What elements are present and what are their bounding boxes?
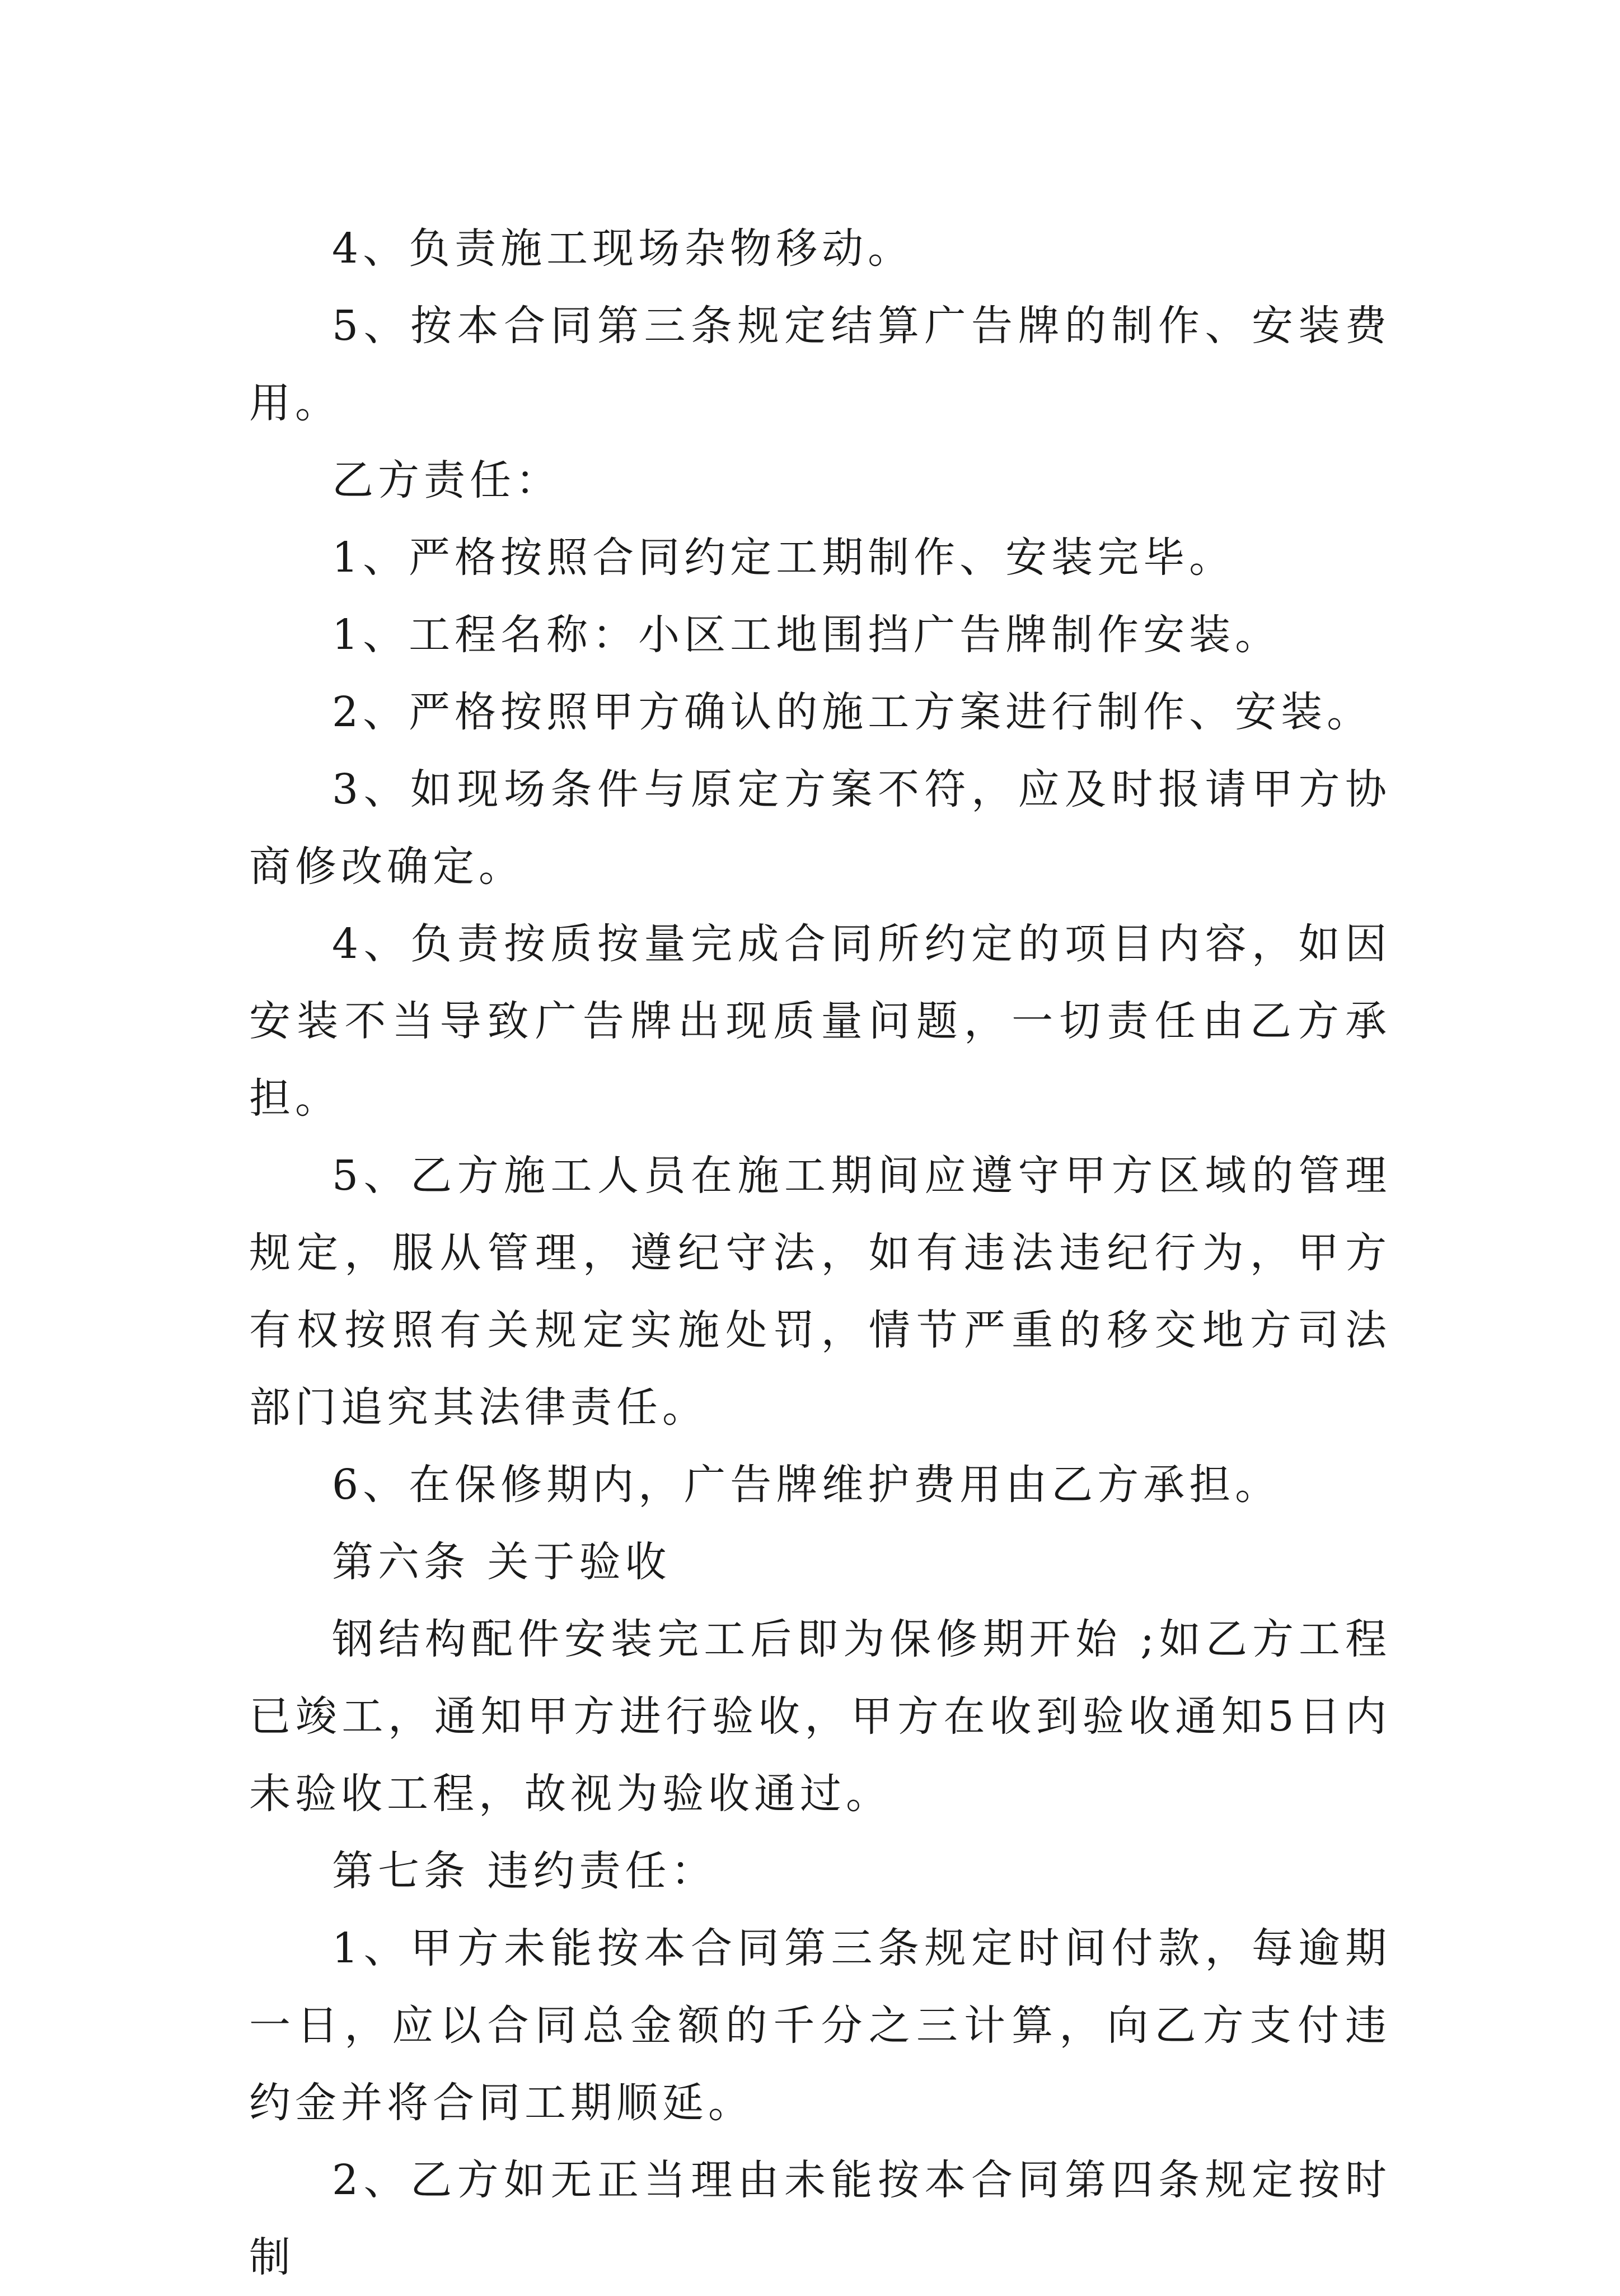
paragraph-party-b-item-3: 3、如现场条件与原定方案不符，应及时报请甲方协商修改确定。 (249, 765, 1391, 891)
paragraph-breach-item-1: 1、甲方未能按本合同第三条规定时间付款，每逾期一日，应以合同总金额的千分之三计算，向乙方支付违约金并将合同工期顺延。 (249, 1924, 1391, 2127)
document-body (249, 210, 1391, 2296)
paragraph-breach-item-2: 2、乙方如无正当理由未能按本合同第四条规定按时制 (249, 2156, 1391, 2281)
paragraph-acceptance: 钢结构配件安装完工后即为保修期开始 ;如乙方工程已竣工，通知甲方进行验收，甲方在收到验收通知5日内未验收工程，故视为验收通过。 (249, 1615, 1391, 1818)
heading-article-6: 第六条 关于验收 (332, 1538, 671, 1586)
paragraph-party-b-item-5: 5、乙方施工人员在施工期间应遵守甲方区域的管理规定，服从管理，遵纪守法，如有违法违纪行为，甲方有权按照有关规定实施处罚，情节严重的移交地方司法部门追究其法律责任。 (249, 1152, 1391, 1432)
heading-article-7: 第七条 违约责任： (332, 1847, 717, 1895)
paragraph-party-b-item-6: 6、在保修期内，广告牌维护费用由乙方承担。 (332, 1461, 1281, 1509)
paragraph-party-b-item-4: 4、负责按质按量完成合同所约定的项目内容，如因安装不当导致广告牌出现质量问题，一切责任由乙方承担。 (249, 920, 1391, 1123)
paragraph-party-a-item-5: 5、按本合同第三条规定结算广告牌的制作、安装费用。 (249, 302, 1391, 427)
paragraph-party-b-item-1: 1、严格按照合同约定工期制作、安装完毕。 (332, 534, 1235, 582)
paragraph-party-a-item-4: 4、负责施工现场杂物移动。 (332, 225, 914, 273)
paragraph-project-name: 1、工程名称：小区工地围挡广告牌制作安装。 (332, 611, 1281, 659)
paragraph-party-b-item-2: 2、严格按照甲方确认的施工方案进行制作、安装。 (332, 688, 1373, 736)
heading-party-b-responsibility: 乙方责任： (332, 456, 561, 504)
